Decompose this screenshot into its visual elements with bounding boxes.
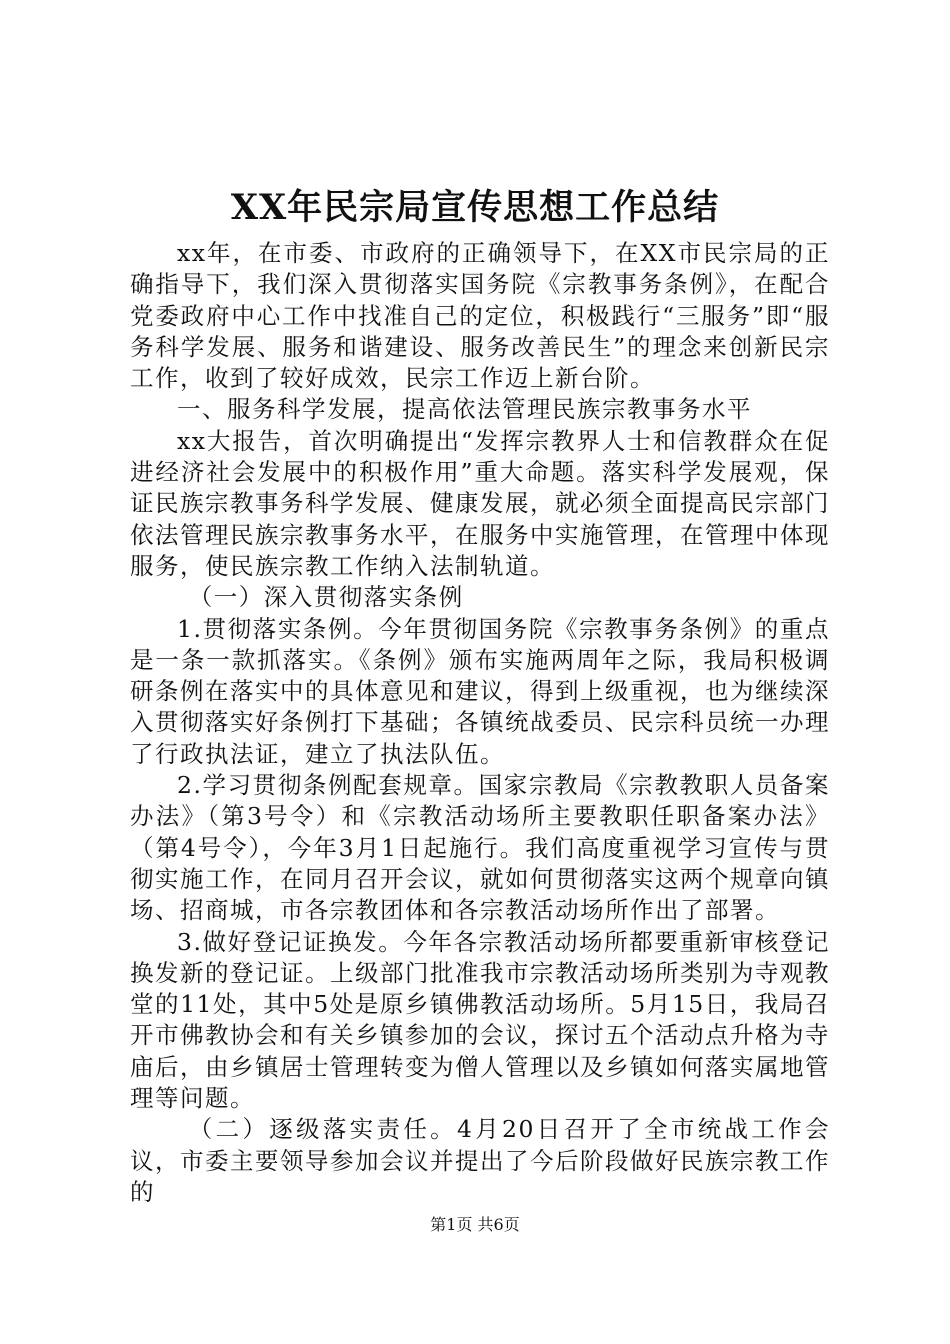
paragraph-item-1: 1.贯彻落实条例。今年贯彻国务院《宗教事务条例》的重点是一条一款抓落实。《条例》颁布实施两周年之际，我局积极调研条例在落实中的具体意见和建议，得到上级重视，也为继续深入贯彻落实好条例打下基础；各镇统战委员、民宗科员统一办理了行政执法证，建立了执法队伍。 (130, 614, 830, 768)
document-body (130, 238, 830, 1208)
paragraph-intro: xx年，在市委、市政府的正确领导下，在XX市民宗局的正确指导下，我们深入贯彻落实国务院《宗教事务条例》，在配合党委政府中心工作中找准自己的定位，积极践行“三服务”即“服务科学发展、服务和谐建设、服务改善民生”的理念来创新民宗工作，收到了较好成效，民宗工作迈上新台阶。 (130, 239, 830, 393)
section-heading-1: 一、服务科学发展，提高依法管理民族宗教事务水平 (177, 395, 752, 424)
subsection-heading-2: （二）逐级落实责任。4月20日召开了全市统战工作会议，市委主要领导参加会议并提出了今后阶段做好民族宗教工作的 (130, 1115, 830, 1206)
paragraph-item-3: 3.做好登记证换发。今年各宗教活动场所都要重新审核登记换发新的登记证。上级部门批准我市宗教活动场所类别为寺观教堂的11处，其中5处是原乡镇佛教活动场所。5月15日，我局召开市佛教协会和有关乡镇参加的会议，探讨五个活动点升格为寺庙后，由乡镇居士管理转变为僧人管理以及乡镇如何落实属地管理等问题。 (130, 927, 830, 1113)
document-title: XX年民宗局宣传思想工作总结 (230, 187, 720, 228)
subsection-heading-1: （一）深入贯彻落实条例 (188, 583, 464, 612)
page-number-footer: 第1页 共6页 (430, 1215, 520, 1234)
paragraph-item-2: 2.学习贯彻条例配套规章。国家宗教局《宗教教职人员备案办法》（第3号令）和《宗教活动场所主要教职任职备案办法》（第4号令），今年3月1日起施行。我们高度重视学习宣传与贯彻实施工作，在同月召开会议，就如何贯彻落实这两个规章向镇场、招商城，市各宗教团体和各宗教活动场所作出了部署。 (130, 771, 830, 925)
paragraph-section-1: xx大报告，首次明确提出“发挥宗教界人士和信教群众在促进经济社会发展中的积极作用”重大命题。落实科学发展观，保证民族宗教事务科学发展、健康发展，就必须全面提高民宗部门依法管理民族宗教事务水平，在服务中实施管理，在管理中体现服务，使民族宗教工作纳入法制轨道。 (130, 426, 830, 580)
